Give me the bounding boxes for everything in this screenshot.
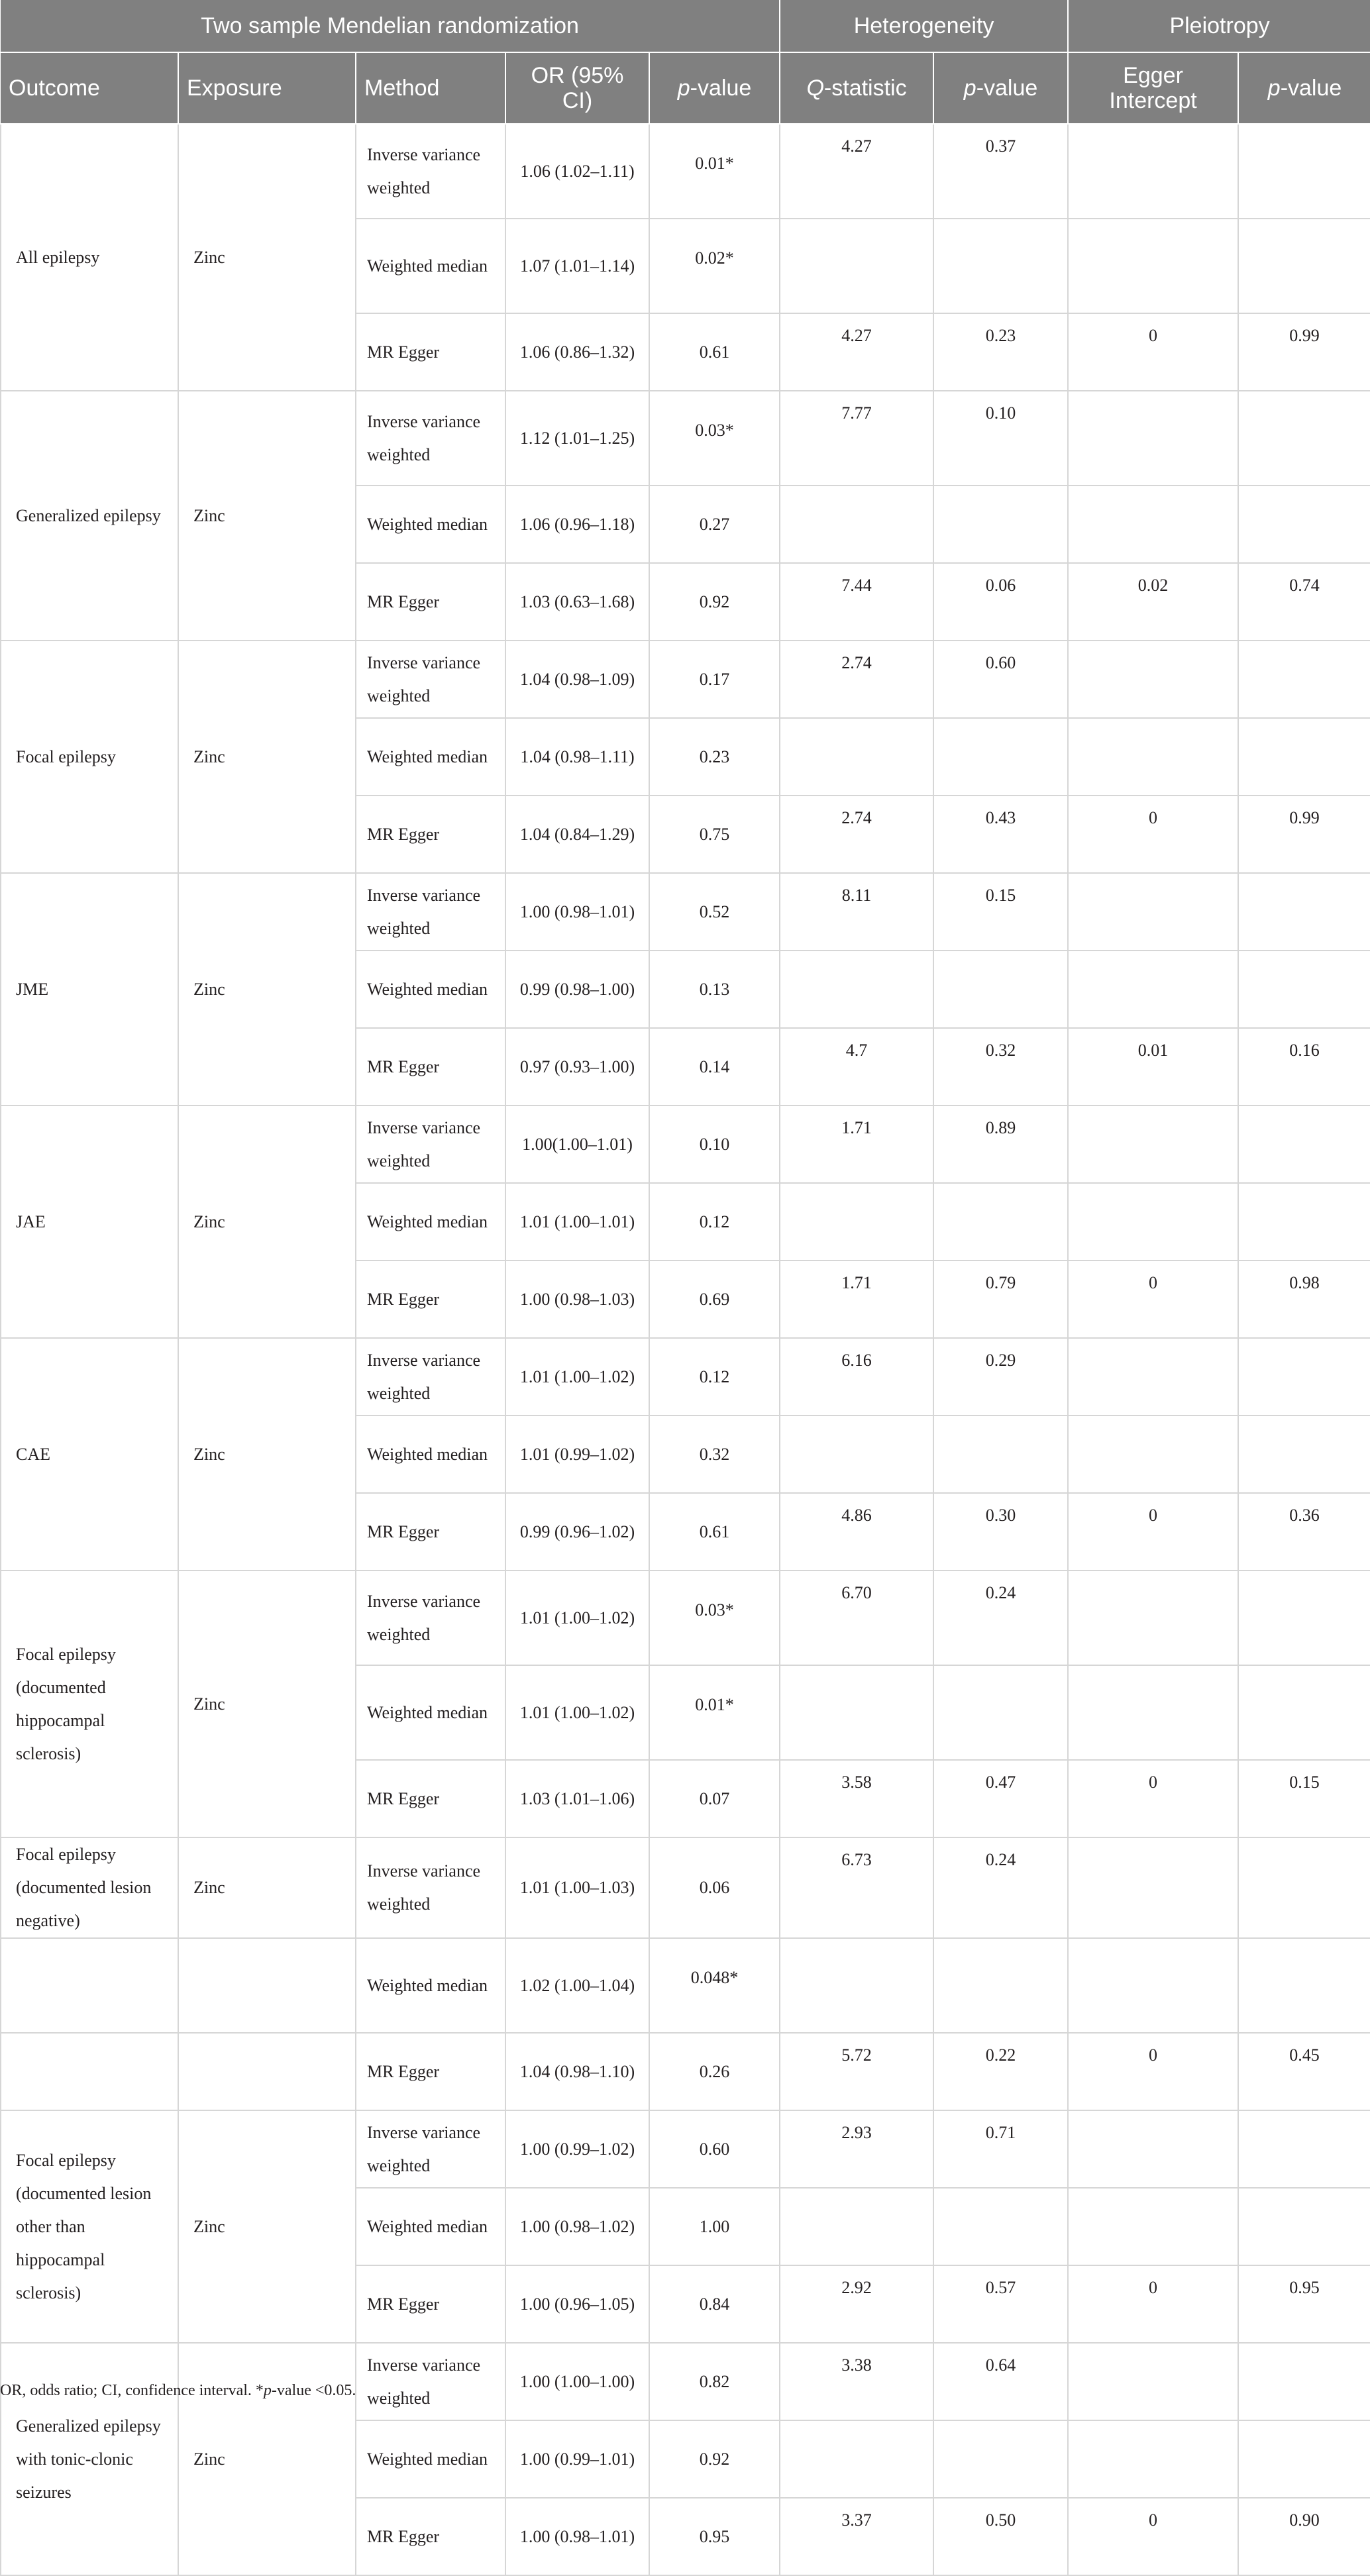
pleio-pvalue-cell	[1238, 2110, 1370, 2188]
q-statistic-cell: 7.77	[780, 391, 933, 486]
col-header-egger-intercept: Egger Intercept	[1068, 52, 1238, 124]
pvalue-cell: 0.95	[649, 2498, 780, 2575]
pleio-pvalue-cell: 0.90	[1238, 2498, 1370, 2575]
method-cell: Inverse variance weighted	[356, 2110, 505, 2188]
q-statistic-cell	[780, 486, 933, 563]
pvalue-cell: 0.84	[649, 2265, 780, 2343]
outcome-cell: All epilepsy	[1, 124, 178, 391]
method-cell: MR Egger	[356, 2033, 505, 2110]
pvalue-cell: 0.02*	[649, 219, 780, 313]
or-cell: 1.00 (0.98–1.03)	[505, 1261, 649, 1338]
exposure-cell: Zinc	[178, 124, 356, 391]
pvalue-cell: 0.92	[649, 563, 780, 641]
het-pvalue-cell	[933, 1938, 1068, 2033]
pleio-pvalue-cell: 0.98	[1238, 1261, 1370, 1338]
pvalue-cell: 0.61	[649, 313, 780, 391]
col-header-method: Method	[356, 52, 505, 124]
col-header-het-pvalue: p-value	[933, 52, 1068, 124]
method-cell: Inverse variance weighted	[356, 873, 505, 951]
or-cell: 1.07 (1.01–1.14)	[505, 219, 649, 313]
or-cell: 1.03 (1.01–1.06)	[505, 1760, 649, 1837]
or-cell: 0.99 (0.98–1.00)	[505, 951, 649, 1028]
het-pvalue-cell: 0.32	[933, 1028, 1068, 1106]
het-pvalue-cell: 0.23	[933, 313, 1068, 391]
egger-intercept-cell: 0	[1068, 1493, 1238, 1571]
pleio-pvalue-cell	[1238, 1938, 1370, 2033]
outcome-cell: Focal epilepsy	[1, 641, 178, 873]
q-statistic-cell	[780, 2188, 933, 2265]
pleio-pvalue-cell	[1238, 2188, 1370, 2265]
egger-intercept-cell	[1068, 2188, 1238, 2265]
table-row	[1, 641, 1370, 718]
egger-intercept-cell	[1068, 1571, 1238, 1665]
exposure-cell: Zinc	[178, 2110, 356, 2343]
pleio-pvalue-cell: 0.36	[1238, 1493, 1370, 1571]
q-statistic-cell: 4.27	[780, 313, 933, 391]
method-cell: MR Egger	[356, 563, 505, 641]
pleio-pvalue-cell	[1238, 718, 1370, 796]
exposure-cell: Zinc	[178, 2343, 356, 2575]
q-statistic-cell: 6.73	[780, 1837, 933, 1938]
q-statistic-cell	[780, 1416, 933, 1493]
table-row	[1, 873, 1370, 951]
method-cell: Weighted median	[356, 1183, 505, 1261]
or-cell: 1.01 (1.00–1.02)	[505, 1571, 649, 1665]
method-cell: Weighted median	[356, 2188, 505, 2265]
pvalue-cell: 0.13	[649, 951, 780, 1028]
method-cell: Inverse variance weighted	[356, 1106, 505, 1183]
q-statistic-cell	[780, 1183, 933, 1261]
pleio-pvalue-cell: 0.95	[1238, 2265, 1370, 2343]
col-header-exposure: Exposure	[178, 52, 356, 124]
het-pvalue-cell	[933, 219, 1068, 313]
or-cell: 1.00 (0.99–1.01)	[505, 2420, 649, 2498]
pleio-pvalue-cell	[1238, 2343, 1370, 2420]
table-body	[1, 124, 1370, 2575]
method-cell: MR Egger	[356, 1760, 505, 1837]
q-statistic-cell: 4.7	[780, 1028, 933, 1106]
pvalue-cell: 0.60	[649, 2110, 780, 2188]
pleio-pvalue-cell: 0.99	[1238, 796, 1370, 873]
pvalue-cell: 0.01*	[649, 1665, 780, 1760]
q-statistic-cell: 8.11	[780, 873, 933, 951]
or-cell: 1.06 (0.86–1.32)	[505, 313, 649, 391]
col-header-q-statistic: Q-statistic	[780, 52, 933, 124]
method-cell: Weighted median	[356, 219, 505, 313]
col-header-pleio-pvalue: p-value	[1238, 52, 1370, 124]
pvalue-cell: 0.03*	[649, 1571, 780, 1665]
pvalue-cell: 0.10	[649, 1106, 780, 1183]
egger-intercept-cell	[1068, 873, 1238, 951]
q-statistic-cell: 2.74	[780, 796, 933, 873]
pvalue-cell: 0.92	[649, 2420, 780, 2498]
pleio-pvalue-cell	[1238, 124, 1370, 219]
egger-intercept-cell	[1068, 2343, 1238, 2420]
het-pvalue-cell: 0.24	[933, 1837, 1068, 1938]
method-cell: Inverse variance weighted	[356, 124, 505, 219]
pvalue-cell: 0.048*	[649, 1938, 780, 2033]
exposure-cell: Zinc	[178, 873, 356, 1106]
pvalue-cell: 0.27	[649, 486, 780, 563]
het-pvalue-cell: 0.10	[933, 391, 1068, 486]
q-statistic-cell: 7.44	[780, 563, 933, 641]
col-header-or: OR (95% CI)	[505, 52, 649, 124]
egger-intercept-cell: 0	[1068, 313, 1238, 391]
q-statistic-cell	[780, 718, 933, 796]
method-cell: MR Egger	[356, 1028, 505, 1106]
egger-intercept-cell	[1068, 1416, 1238, 1493]
het-pvalue-cell	[933, 2420, 1068, 2498]
or-cell: 1.00 (0.99–1.02)	[505, 2110, 649, 2188]
q-statistic-cell: 2.92	[780, 2265, 933, 2343]
egger-intercept-cell	[1068, 486, 1238, 563]
egger-intercept-cell	[1068, 1183, 1238, 1261]
or-cell: 1.03 (0.63–1.68)	[505, 563, 649, 641]
egger-intercept-cell	[1068, 1837, 1238, 1938]
method-cell: MR Egger	[356, 796, 505, 873]
q-statistic-cell: 3.58	[780, 1760, 933, 1837]
q-statistic-cell: 1.71	[780, 1106, 933, 1183]
q-statistic-cell: 6.70	[780, 1571, 933, 1665]
exposure-cell: Zinc	[178, 1571, 356, 1837]
het-pvalue-cell: 0.50	[933, 2498, 1068, 2575]
pvalue-cell: 0.23	[649, 718, 780, 796]
method-cell: Weighted median	[356, 2420, 505, 2498]
method-cell: Inverse variance weighted	[356, 1338, 505, 1416]
outcome-cell	[1, 2033, 178, 2110]
het-pvalue-cell: 0.57	[933, 2265, 1068, 2343]
or-cell: 1.00 (0.96–1.05)	[505, 2265, 649, 2343]
pleio-pvalue-cell	[1238, 641, 1370, 718]
pvalue-cell: 0.61	[649, 1493, 780, 1571]
egger-intercept-cell	[1068, 718, 1238, 796]
exposure-cell: Zinc	[178, 1106, 356, 1338]
exposure-cell: Zinc	[178, 1338, 356, 1571]
het-pvalue-cell	[933, 2188, 1068, 2265]
egger-intercept-cell: 0	[1068, 2033, 1238, 2110]
het-pvalue-cell: 0.22	[933, 2033, 1068, 2110]
or-cell: 1.01 (1.00–1.02)	[505, 1338, 649, 1416]
egger-intercept-cell	[1068, 1338, 1238, 1416]
pleio-pvalue-cell	[1238, 2420, 1370, 2498]
egger-intercept-cell: 0	[1068, 2498, 1238, 2575]
table-footnote: OR, odds ratio; CI, confidence interval. *p-value <0.05.	[0, 2382, 356, 2399]
pvalue-cell: 0.03*	[649, 391, 780, 486]
egger-intercept-cell: 0.02	[1068, 563, 1238, 641]
het-pvalue-cell: 0.15	[933, 873, 1068, 951]
pvalue-cell: 0.75	[649, 796, 780, 873]
egger-intercept-cell	[1068, 2110, 1238, 2188]
pvalue-cell: 0.14	[649, 1028, 780, 1106]
q-statistic-cell	[780, 1938, 933, 2033]
method-cell: Weighted median	[356, 1665, 505, 1760]
method-cell: Inverse variance weighted	[356, 2343, 505, 2420]
method-cell: MR Egger	[356, 2498, 505, 2575]
het-pvalue-cell: 0.71	[933, 2110, 1068, 2188]
pvalue-cell: 0.26	[649, 2033, 780, 2110]
or-cell: 1.01 (0.99–1.02)	[505, 1416, 649, 1493]
pleio-pvalue-cell	[1238, 873, 1370, 951]
method-cell: MR Egger	[356, 2265, 505, 2343]
het-pvalue-cell: 0.47	[933, 1760, 1068, 1837]
or-cell: 1.06 (0.96–1.18)	[505, 486, 649, 563]
egger-intercept-cell: 0	[1068, 2265, 1238, 2343]
or-cell: 1.00 (0.98–1.01)	[505, 2498, 649, 2575]
outcome-cell: Focal epilepsy (documented lesion other than hippocampal sclerosis)	[1, 2110, 178, 2343]
table-row	[1, 1938, 1370, 2033]
pleio-pvalue-cell	[1238, 1106, 1370, 1183]
egger-intercept-cell	[1068, 641, 1238, 718]
or-cell: 1.00(1.00–1.01)	[505, 1106, 649, 1183]
pvalue-cell: 0.32	[649, 1416, 780, 1493]
exposure-cell: Zinc	[178, 641, 356, 873]
pleio-pvalue-cell: 0.45	[1238, 2033, 1370, 2110]
pleio-pvalue-cell: 0.99	[1238, 313, 1370, 391]
pvalue-cell: 0.17	[649, 641, 780, 718]
outcome-cell: Generalized epilepsy with tonic-clonic seizures	[1, 2343, 178, 2575]
exposure-cell: Zinc	[178, 1837, 356, 1938]
group-header-pleiotropy: Pleiotropy	[1068, 0, 1370, 52]
table-header	[1, 0, 1370, 124]
q-statistic-cell: 4.27	[780, 124, 933, 219]
pleio-pvalue-cell	[1238, 1665, 1370, 1760]
col-header-outcome: Outcome	[1, 52, 178, 124]
pleio-pvalue-cell	[1238, 1183, 1370, 1261]
het-pvalue-cell: 0.24	[933, 1571, 1068, 1665]
method-cell: MR Egger	[356, 313, 505, 391]
table-row	[1, 124, 1370, 219]
outcome-cell: CAE	[1, 1338, 178, 1571]
pvalue-cell: 0.52	[649, 873, 780, 951]
het-pvalue-cell	[933, 1183, 1068, 1261]
pleio-pvalue-cell: 0.16	[1238, 1028, 1370, 1106]
method-cell: Inverse variance weighted	[356, 641, 505, 718]
or-cell: 1.04 (0.98–1.11)	[505, 718, 649, 796]
q-statistic-cell	[780, 2420, 933, 2498]
table-row	[1, 1571, 1370, 1665]
pleio-pvalue-cell	[1238, 1338, 1370, 1416]
or-cell: 1.02 (1.00–1.04)	[505, 1938, 649, 2033]
method-cell: MR Egger	[356, 1261, 505, 1338]
pleio-pvalue-cell	[1238, 1571, 1370, 1665]
pleio-pvalue-cell	[1238, 391, 1370, 486]
pvalue-cell: 0.12	[649, 1183, 780, 1261]
method-cell: Weighted median	[356, 1416, 505, 1493]
method-cell: Inverse variance weighted	[356, 1571, 505, 1665]
method-cell: Weighted median	[356, 951, 505, 1028]
egger-intercept-cell: 0.01	[1068, 1028, 1238, 1106]
outcome-cell: Focal epilepsy (documented hippocampal sclerosis)	[1, 1571, 178, 1837]
table-row	[1, 2033, 1370, 2110]
or-cell: 1.00 (0.98–1.01)	[505, 873, 649, 951]
pvalue-cell: 0.06	[649, 1837, 780, 1938]
egger-intercept-cell: 0	[1068, 796, 1238, 873]
outcome-cell: Generalized epilepsy	[1, 391, 178, 641]
q-statistic-cell	[780, 951, 933, 1028]
method-cell: Weighted median	[356, 1938, 505, 2033]
col-header-pvalue: p-value	[649, 52, 780, 124]
exposure-cell: Zinc	[178, 391, 356, 641]
method-cell: MR Egger	[356, 1493, 505, 1571]
exposure-cell	[178, 1938, 356, 2033]
or-cell: 1.00 (0.98–1.02)	[505, 2188, 649, 2265]
pvalue-cell: 0.01*	[649, 124, 780, 219]
pleio-pvalue-cell	[1238, 951, 1370, 1028]
pvalue-cell: 0.82	[649, 2343, 780, 2420]
het-pvalue-cell: 0.06	[933, 563, 1068, 641]
q-statistic-cell: 3.37	[780, 2498, 933, 2575]
q-statistic-cell: 2.93	[780, 2110, 933, 2188]
pleio-pvalue-cell	[1238, 1416, 1370, 1493]
het-pvalue-cell	[933, 486, 1068, 563]
or-cell: 1.04 (0.98–1.09)	[505, 641, 649, 718]
method-cell: Weighted median	[356, 486, 505, 563]
q-statistic-cell: 1.71	[780, 1261, 933, 1338]
het-pvalue-cell	[933, 1665, 1068, 1760]
or-cell: 1.01 (1.00–1.02)	[505, 1665, 649, 1760]
het-pvalue-cell: 0.37	[933, 124, 1068, 219]
method-cell: Weighted median	[356, 718, 505, 796]
table-row	[1, 1106, 1370, 1183]
outcome-cell	[1, 1938, 178, 2033]
table-row	[1, 2110, 1370, 2188]
het-pvalue-cell: 0.79	[933, 1261, 1068, 1338]
het-pvalue-cell	[933, 718, 1068, 796]
egger-intercept-cell	[1068, 124, 1238, 219]
q-statistic-cell: 6.16	[780, 1338, 933, 1416]
q-statistic-cell	[780, 1665, 933, 1760]
or-cell: 1.04 (0.98–1.10)	[505, 2033, 649, 2110]
egger-intercept-cell: 0	[1068, 1261, 1238, 1338]
pleio-pvalue-cell	[1238, 219, 1370, 313]
het-pvalue-cell: 0.43	[933, 796, 1068, 873]
or-cell: 0.99 (0.96–1.02)	[505, 1493, 649, 1571]
or-cell: 1.00 (1.00–1.00)	[505, 2343, 649, 2420]
pvalue-cell: 0.12	[649, 1338, 780, 1416]
method-cell: Inverse variance weighted	[356, 1837, 505, 1938]
or-cell: 1.04 (0.84–1.29)	[505, 796, 649, 873]
q-statistic-cell: 4.86	[780, 1493, 933, 1571]
egger-intercept-cell	[1068, 1106, 1238, 1183]
q-statistic-cell: 5.72	[780, 2033, 933, 2110]
or-cell: 0.97 (0.93–1.00)	[505, 1028, 649, 1106]
method-cell: Inverse variance weighted	[356, 391, 505, 486]
pleio-pvalue-cell: 0.15	[1238, 1760, 1370, 1837]
het-pvalue-cell: 0.29	[933, 1338, 1068, 1416]
pleio-pvalue-cell	[1238, 486, 1370, 563]
outcome-cell: Focal epilepsy (documented lesion negative)	[1, 1837, 178, 1938]
table-row	[1, 391, 1370, 486]
egger-intercept-cell	[1068, 2420, 1238, 2498]
pvalue-cell: 0.69	[649, 1261, 780, 1338]
pleio-pvalue-cell: 0.74	[1238, 563, 1370, 641]
het-pvalue-cell: 0.89	[933, 1106, 1068, 1183]
or-cell: 1.01 (1.00–1.03)	[505, 1837, 649, 1938]
q-statistic-cell: 2.74	[780, 641, 933, 718]
egger-intercept-cell	[1068, 1938, 1238, 2033]
het-pvalue-cell: 0.30	[933, 1493, 1068, 1571]
egger-intercept-cell	[1068, 219, 1238, 313]
egger-intercept-cell: 0	[1068, 1760, 1238, 1837]
table-row	[1, 1837, 1370, 1938]
group-header-mr: Two sample Mendelian randomization	[1, 0, 780, 52]
or-cell: 1.06 (1.02–1.11)	[505, 124, 649, 219]
group-header-heterogeneity: Heterogeneity	[780, 0, 1068, 52]
table-row	[1, 1338, 1370, 1416]
q-statistic-cell	[780, 219, 933, 313]
egger-intercept-cell	[1068, 1665, 1238, 1760]
outcome-cell: JME	[1, 873, 178, 1106]
q-statistic-cell: 3.38	[780, 2343, 933, 2420]
egger-intercept-cell	[1068, 951, 1238, 1028]
egger-intercept-cell	[1068, 391, 1238, 486]
or-cell: 1.01 (1.00–1.01)	[505, 1183, 649, 1261]
or-cell: 1.12 (1.01–1.25)	[505, 391, 649, 486]
pvalue-cell: 0.07	[649, 1760, 780, 1837]
het-pvalue-cell: 0.64	[933, 2343, 1068, 2420]
outcome-cell: JAE	[1, 1106, 178, 1338]
het-pvalue-cell	[933, 1416, 1068, 1493]
het-pvalue-cell	[933, 951, 1068, 1028]
exposure-cell	[178, 2033, 356, 2110]
het-pvalue-cell: 0.60	[933, 641, 1068, 718]
pleio-pvalue-cell	[1238, 1837, 1370, 1938]
pvalue-cell: 1.00	[649, 2188, 780, 2265]
